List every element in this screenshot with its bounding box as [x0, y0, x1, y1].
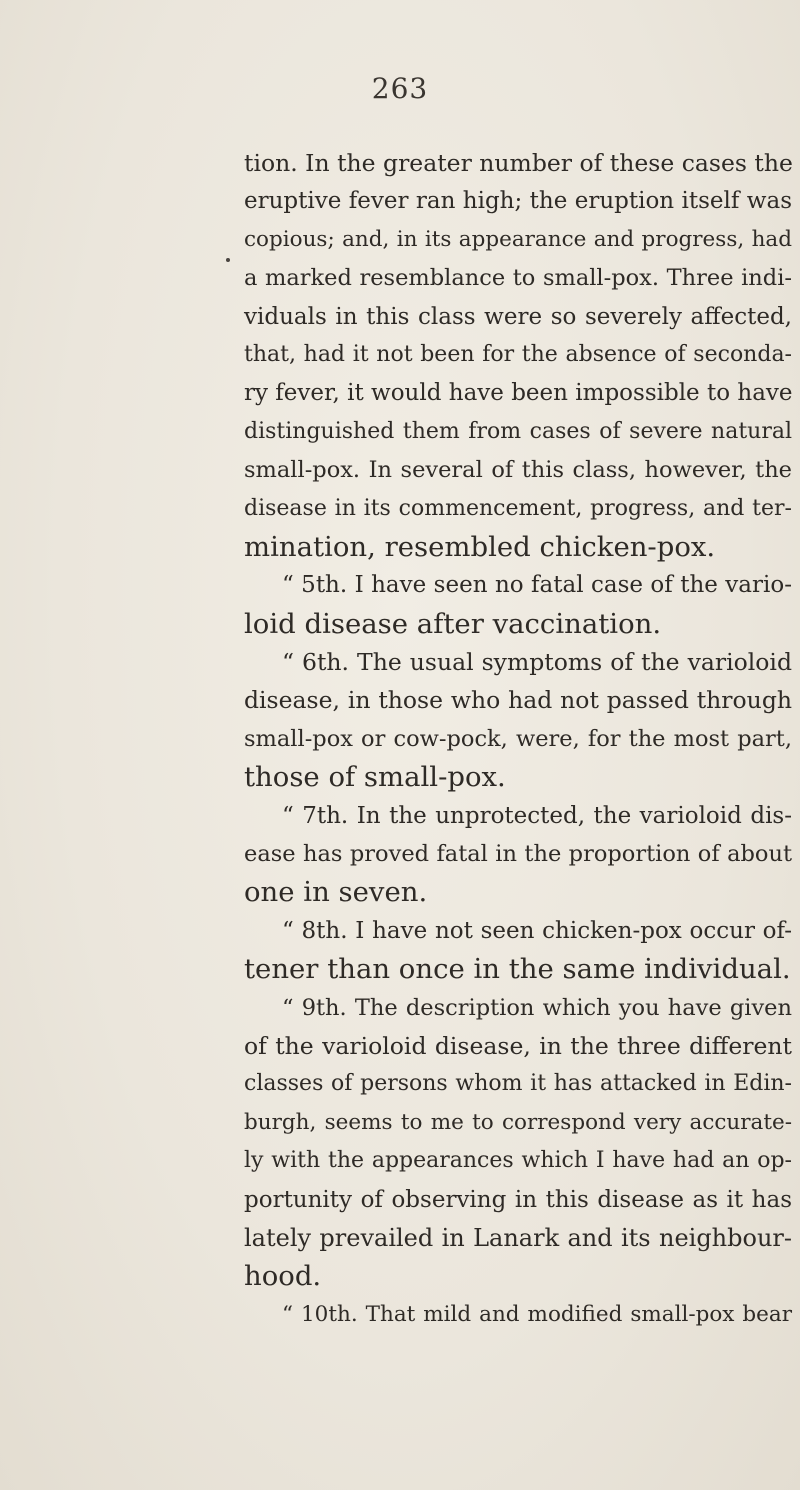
text-line: portunity of observing in this disease as it has: [244, 1186, 792, 1213]
text-line: “ 5th. I have seen no fatal case of the vario-: [282, 572, 792, 599]
text-line: of the varioloid disease, in the three different: [244, 1031, 792, 1060]
text-line: distinguished them from cases of severe natural: [244, 418, 792, 444]
text-line: disease in its commencement, progress, and ter-: [244, 495, 792, 521]
text-line: copious; and, in its appearance and progress, had: [244, 226, 792, 252]
text-line: burgh, seems to me to correspond very accurate-: [244, 1109, 792, 1135]
text-line: one in seven.: [244, 876, 428, 909]
text-line: ry fever, it would have been impossible to have: [244, 380, 793, 407]
text-line: hood.: [244, 1260, 322, 1293]
text-line: those of small-pox.: [244, 761, 506, 794]
text-line: tener than once in the same individual.: [244, 953, 791, 986]
text-line: classes of persons whom it has attacked in Edin-: [244, 1071, 792, 1097]
text-line: loid disease after vaccination.: [244, 607, 662, 640]
text-line: “ 6th. The usual symptoms of the varioloid: [282, 648, 792, 677]
text-line: lately prevailed in Lanark and its neighbour-: [244, 1223, 792, 1252]
text-line: that, had it not been for the absence of seconda-: [244, 341, 792, 367]
text-line: “ 10th. That mild and modified small-pox bear: [282, 1301, 792, 1327]
text-line: ly with the appearances which I have had an op-: [244, 1148, 792, 1174]
body-text: [244, 144, 792, 1334]
text-line: tion. In the greater number of these cases the: [244, 149, 793, 177]
margin-mark: [226, 258, 230, 262]
text-line: eruptive fever ran high; the eruption itself was: [244, 188, 792, 215]
page-number: 263: [371, 72, 429, 105]
text-line: viduals in this class were so severely affected,: [244, 303, 792, 330]
text-line: small-pox or cow-pock, were, for the most part,: [244, 725, 792, 752]
text-line: small-pox. In several of this class, however, the: [244, 457, 792, 484]
text-line: “ 7th. In the unprotected, the varioloid dis-: [282, 802, 792, 829]
text-line: “ 8th. I have not seen chicken-pox occur of-: [282, 917, 792, 944]
text-line: a marked resemblance to small-pox. Three indi-: [244, 265, 792, 292]
text-line: mination, resembled chicken-pox.: [244, 530, 716, 563]
text-line: disease, in those who had not passed through: [244, 686, 792, 715]
text-line: ease has proved fatal in the proportion of about: [244, 841, 792, 868]
text-line: “ 9th. The description which you have given: [282, 994, 792, 1021]
